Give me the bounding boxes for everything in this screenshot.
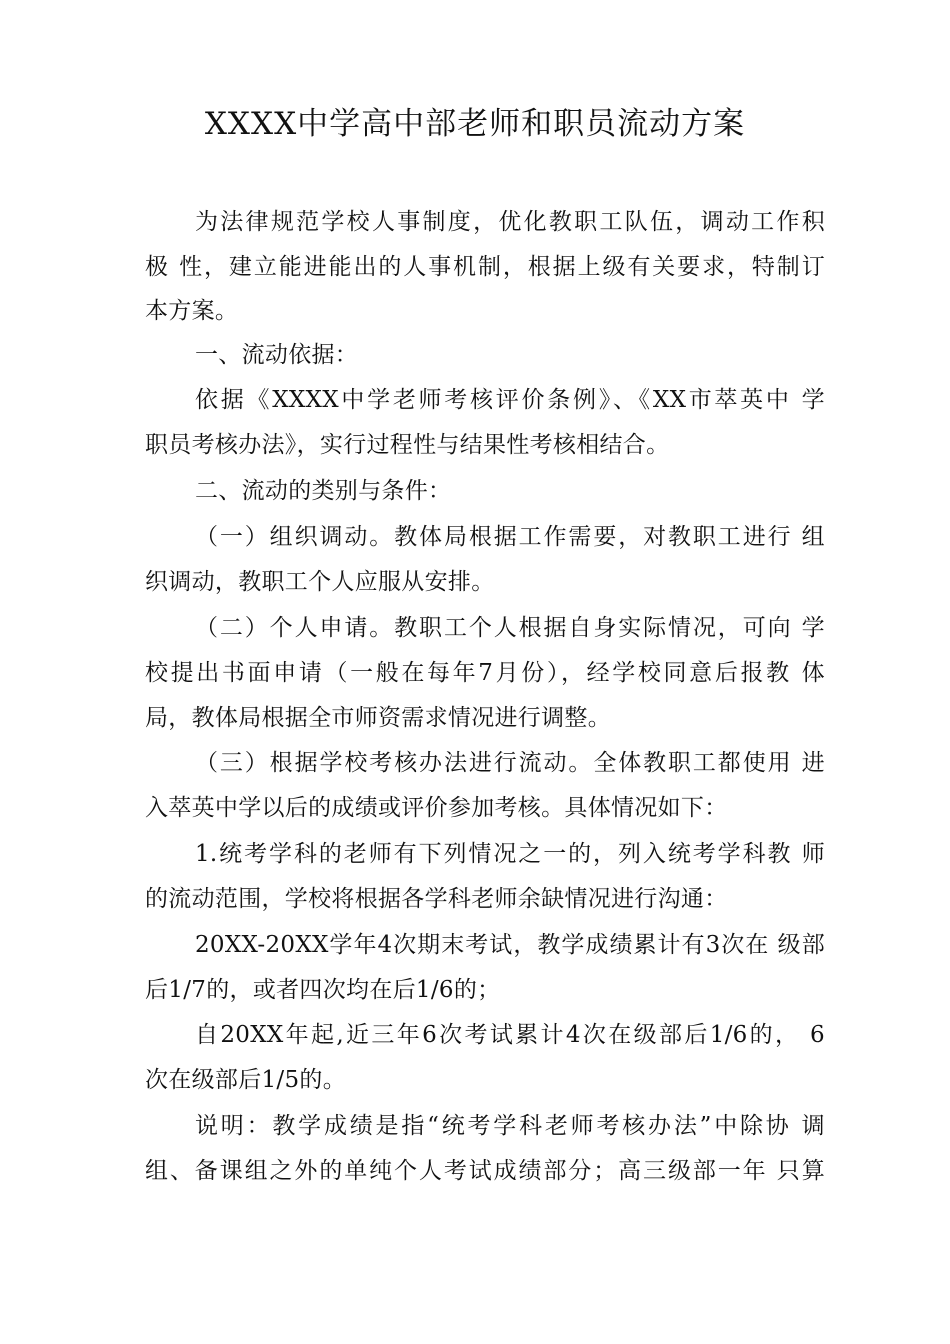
paragraph-line-org-1: （一）组织调动。教体局根据工作需要，对教职工进行 组 — [195, 524, 825, 550]
section-heading-1: 一、流动依据： — [195, 342, 359, 368]
paragraph-line-exam-2: 后1/7的，或者四次均在后1/6的； — [145, 977, 501, 1003]
paragraph-line-item1-1: 1.统考学科的老师有下列情况之一的，列入统考学科教 师 — [195, 841, 825, 867]
paragraph-line-intro-1: 为法律规范学校人事制度，优化教职工队伍，调动工作积 — [195, 209, 825, 235]
paragraph-line-note-2: 组、备课组之外的单纯个人考试成绩部分；高三级部一年 只算 — [145, 1158, 825, 1184]
paragraph-line-basis-2: 职员考核办法》，实行过程性与结果性考核相结合。 — [145, 432, 670, 458]
paragraph-line-assess-2: 入萃英中学以后的成绩或评价参加考核。具体情况如下： — [145, 795, 728, 821]
paragraph-line-recent-1: 自20XX年起,近三年6次考试累计4次在级部后1/6的， 6 — [195, 1022, 825, 1048]
paragraph-line-intro-3: 本方案。 — [145, 298, 239, 324]
paragraph-line-exam-1: 20XX-20XX学年4次期末考试，教学成绩累计有3次在 级部 — [195, 932, 825, 958]
paragraph-line-assess-1: （三）根据学校考核办法进行流动。全体教职工都使用 进 — [195, 750, 825, 776]
paragraph-line-recent-2: 次在级部后1/5的。 — [145, 1067, 347, 1093]
document-title: XXXX中学高中部老师和职员流动方案 — [204, 106, 746, 142]
paragraph-line-intro-2: 极 性，建立能进能出的人事机制，根据上级有关要求，特制订 — [145, 254, 825, 280]
paragraph-line-apply-1: （二）个人申请。教职工个人根据自身实际情况，可向 学 — [195, 615, 825, 641]
paragraph-line-org-2: 织调动，教职工个人应服从安排。 — [145, 569, 495, 595]
paragraph-line-apply-2: 校提出书面申请（一般在每年7月份），经学校同意后报教 体 — [145, 660, 825, 686]
paragraph-line-item1-2: 的流动范围，学校将根据各学科老师余缺情况进行沟通： — [145, 886, 728, 912]
paragraph-line-apply-3: 局，教体局根据全市师资需求情况进行调整。 — [145, 705, 611, 731]
paragraph-line-note-1: 说明：教学成绩是指“统考学科老师考核办法”中除协 调 — [195, 1113, 825, 1139]
paragraph-line-basis-1: 依据《XXXX中学老师考核评价条例》、《XX市萃英中 学 — [195, 387, 825, 413]
section-heading-2: 二、流动的类别与条件： — [195, 478, 452, 504]
